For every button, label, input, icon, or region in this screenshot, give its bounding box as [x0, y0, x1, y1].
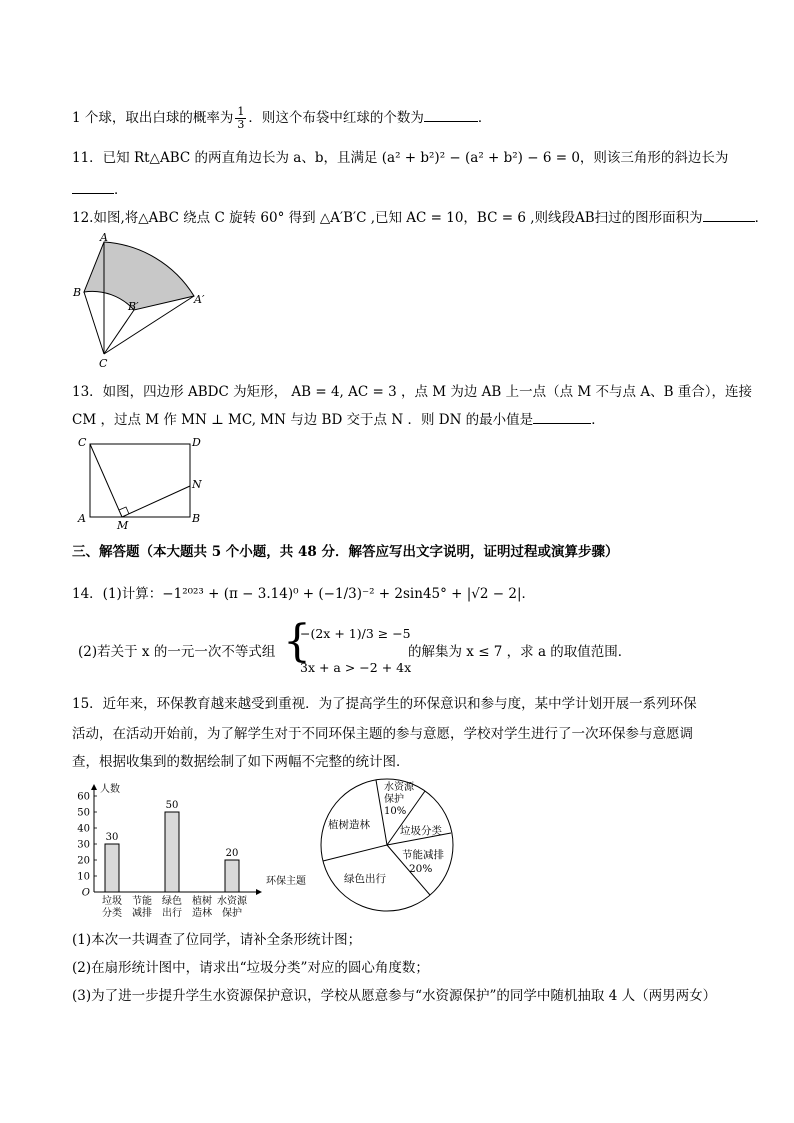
bar-category-label: 分类 — [102, 908, 122, 919]
bar-category-label: 绿色 — [162, 896, 182, 907]
q11-line — [72, 146, 728, 166]
q14-part1: 14．(1)计算：−1²⁰²³ + (π − 3.14)⁰ + (−1/3)⁻² + 2sin45° + |√2 − 2|． — [72, 586, 536, 602]
bar-data-label: 20 — [225, 848, 239, 859]
bar-category-label: 保护 — [222, 908, 242, 919]
q13-figure — [74, 432, 214, 532]
pie-label-tree: 植树造林 — [328, 819, 370, 831]
q12-text: 12.如图,将△ABC 绕点 C 旋转 60° 得到 △A′B′C ,已知 AC = 10，BC = 6 ,则线段AB扫过的图形面积为 — [72, 210, 703, 226]
q13-end: ． — [591, 412, 605, 428]
bar-chart-marks — [77, 782, 306, 919]
bar-category-label: 造林 — [192, 908, 212, 919]
bar-category-label: 垃圾 — [102, 896, 122, 907]
q13-label-A: A — [78, 512, 86, 525]
q12-label-A: A — [100, 231, 108, 244]
q11-end: ． — [114, 182, 128, 198]
q10-frac-den: 3 — [237, 118, 245, 131]
q13-answer-blank[interactable] — [533, 411, 591, 424]
bar-y-tick-label: 30 — [77, 839, 90, 851]
bar-data-label: 30 — [105, 832, 119, 843]
bar-x-axis-arrow — [256, 889, 262, 895]
q13-label-N: N — [192, 478, 202, 491]
q10-line — [72, 106, 491, 131]
pie-label-water-1: 水资源 — [384, 782, 414, 793]
q13-line1 — [72, 380, 752, 400]
bar-y-tick-label: 60 — [77, 791, 90, 803]
q13-text1: 13．如图，四边形 ABDC 为矩形， AB = 4, AC = 3 ，点 M 为边 AB 上一点（点 M 不与点 A、B 重合），连接 — [72, 384, 753, 400]
q13-label-B: B — [192, 512, 201, 525]
q13-segment-MN — [122, 486, 190, 517]
bar-category-label: 水资源 — [217, 896, 247, 907]
q12-segment-BC — [84, 292, 104, 354]
q13-rectangle — [90, 444, 190, 517]
bar-y-tick-label: 20 — [77, 855, 90, 867]
pie-chart — [316, 774, 458, 916]
q14-ineq1: −(2x + 1)/3 ≥ −5 — [300, 626, 411, 641]
q10-end: ． — [477, 110, 492, 126]
pie-label-green: 绿色出行 — [344, 873, 386, 885]
q12-end: ． — [754, 210, 769, 226]
bar-y-tick-label: 40 — [77, 823, 90, 835]
bar-y-axis-arrow — [91, 784, 97, 790]
pie-label-garbage: 垃圾分类 — [400, 825, 442, 837]
bar-y-tick-label: O — [81, 887, 90, 899]
q12-label-B: B — [73, 286, 82, 299]
bar-2 — [165, 812, 179, 892]
q13-label-D: D — [192, 436, 201, 449]
q13-label-C: C — [78, 436, 87, 449]
bar-y-label: 人数 — [100, 784, 120, 795]
bar-y-tick-label: 10 — [77, 871, 90, 883]
q13-text2: CM ，过点 M 作 MN ⊥ MC, MN 与边 BD 交于点 N ．则 DN 的最小值是 — [72, 412, 534, 428]
q15-sub3: (3)为了进一步提升学生水资源保护意识，学校从愿意参与“水资源保护”的同学中随机抽取 4 人（两男两女） — [72, 988, 717, 1004]
q15-line3: 查，根据收集到的数据绘制了如下两幅不完整的统计图． — [72, 754, 410, 770]
q12-segment-BpC — [104, 310, 134, 354]
q12-label-C: C — [99, 357, 108, 370]
q12-figure — [70, 230, 210, 370]
pie-label-water-pct: 10% — [384, 806, 407, 817]
q14-part2-lead: (2)若关于 x 的一元一次不等式组 — [78, 644, 276, 660]
q15-line1: 15．近年来，环保教育越来越受到重视．为了提高学生的环保意识和参与度，某中学计划开展一系列环保 — [72, 696, 697, 712]
q12-label-Ap: A′ — [194, 293, 205, 306]
q13-line2 — [72, 408, 605, 428]
q14-ineq2: 3x + a > −2 + 4x — [300, 660, 412, 675]
q10-lead: 1 个球，取出白球的概率为 — [72, 110, 234, 126]
bar-category-label: 植树 — [192, 896, 212, 907]
pie-label-energy: 节能减排 — [402, 849, 444, 861]
q13-label-M: M — [117, 519, 129, 532]
bar-0 — [105, 844, 119, 892]
q10-frac-num: 1 — [237, 105, 245, 118]
q11-text: 11．已知 Rt△ABC 的两直角边长为 a、b，且满足 (a² + b²)² − (a² + b²) − 6 = 0，则该三角形的斜边长为 — [72, 150, 729, 166]
q15-sub2: (2)在扇形统计图中，请求出“垃圾分类”对应的圆心角度数； — [72, 960, 429, 976]
q10-fraction — [235, 106, 246, 131]
q11-answer — [72, 178, 128, 198]
q12-line — [72, 206, 768, 226]
q13-segment-CM — [90, 444, 122, 517]
q14-brace: { — [283, 616, 311, 667]
bar-chart — [70, 778, 310, 924]
bar-y-tick-label: 50 — [77, 807, 90, 819]
bar-category-label: 出行 — [162, 908, 182, 919]
q12-label-Bp: B′ — [128, 300, 139, 313]
q11-answer-blank[interactable] — [72, 181, 114, 194]
q12-swept-region — [84, 242, 194, 310]
q14-part2-tail: 的解集为 x ≤ 7 ，求 a 的取值范围． — [408, 644, 632, 660]
bar-category-label: 减排 — [132, 908, 152, 919]
q12-answer-blank[interactable] — [703, 209, 755, 222]
q15-sub1: (1)本次一共调查了位同学，请补全条形统计图； — [72, 932, 362, 948]
pie-label-energy-pct: 20% — [409, 863, 433, 875]
q15-line2: 活动，在活动开始前，为了解学生对于不同环保主题的参与意愿，学校对学生进行了一次环保参与意愿调 — [72, 726, 693, 742]
q10-tail: ．则这个布袋中红球的个数为 — [248, 110, 424, 126]
section-3-heading: 三、解答题（本大题共 5 个小题，共 48 分．解答应写出文字说明，证明过程或演算步骤） — [72, 544, 619, 560]
bar-data-label: 50 — [165, 800, 179, 811]
bar-category-label: 节能 — [132, 896, 152, 907]
bar-4 — [225, 860, 239, 892]
q10-answer-blank[interactable] — [424, 109, 478, 122]
pie-divider-5 — [323, 845, 387, 861]
pie-label-water-2: 保护 — [384, 794, 404, 805]
bar-x-label: 环保主题 — [266, 876, 306, 887]
